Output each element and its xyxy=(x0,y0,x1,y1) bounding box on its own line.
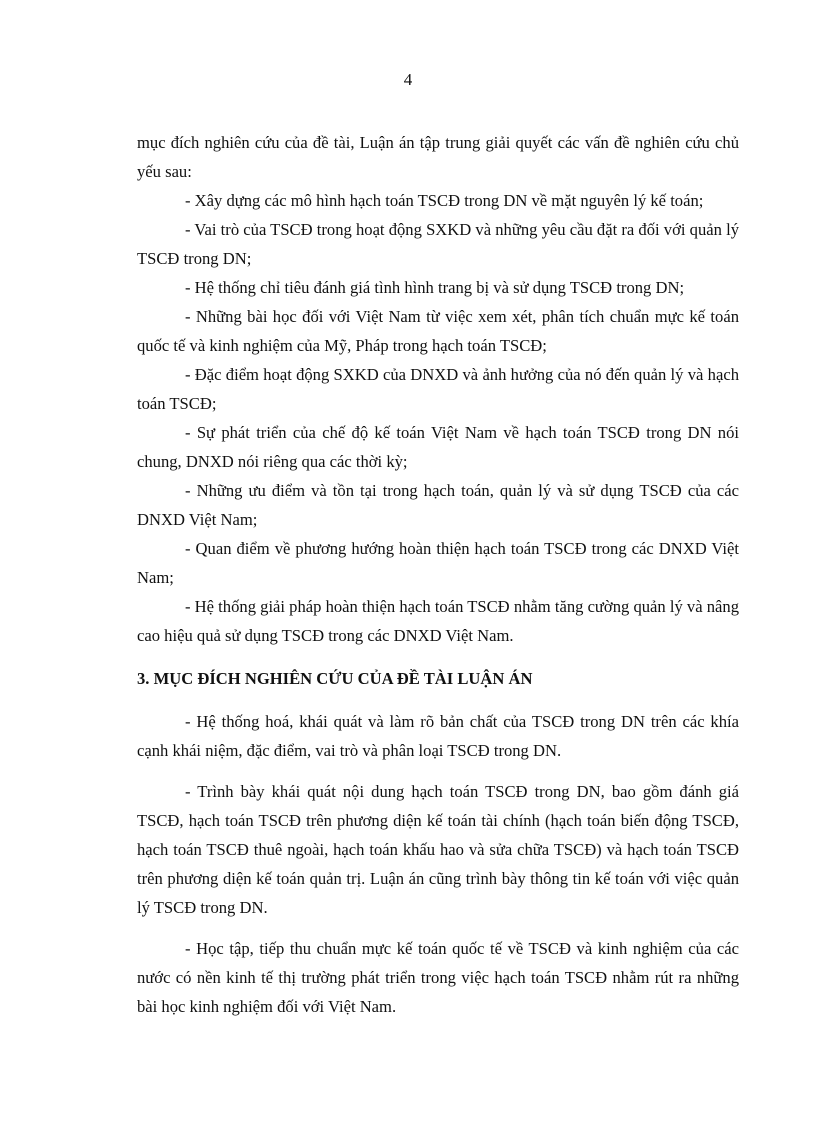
bullet-paragraph: - Đặc điểm hoạt động SXKD của DNXD và ảnh hưởng của nó đến quản lý và hạch toán TSCĐ; xyxy=(137,365,739,413)
section-heading: 3. MỤC ĐÍCH NGHIÊN CỨU CỦA ĐỀ TÀI LUẬN ÁN xyxy=(137,669,533,688)
bullet-paragraph: - Quan điểm về phương hướng hoàn thiện hạch toán TSCĐ trong các DNXD Việt Nam; xyxy=(137,539,739,587)
page-number: 4 xyxy=(403,70,413,89)
purpose-paragraph: - Trình bày khái quát nội dung hạch toán TSCĐ trong DN, bao gồm đánh giá TSCĐ, hạch toán TSCĐ trên phương diện kế toán tài chính (hạch toán biến động TSCĐ, hạch toán TSCĐ thuê ngoài, hạch toán khấu hao và sửa chữa TSCĐ) và hạch toán TSCĐ trên phương diện kế toán quản trị. Luận án cũng trình bày thông tin kế toán với việc quản lý TSCĐ trong DN. xyxy=(137,782,739,917)
purpose-paragraph: - Học tập, tiếp thu chuẩn mực kế toán quốc tế về TSCĐ và kinh nghiệm của các nước có nền kinh tế thị trường phát triển trong việc hạch toán TSCĐ nhằm rút ra những bài học kinh nghiệm đối với Việt Nam. xyxy=(137,939,739,1016)
bullet-paragraph: - Sự phát triển của chế độ kế toán Việt Nam về hạch toán TSCĐ trong DN nói chung, DNXD nói riêng qua các thời kỳ; xyxy=(137,423,739,471)
bullet-paragraph: - Hệ thống giải pháp hoàn thiện hạch toán TSCĐ nhằm tăng cường quản lý và nâng cao hiệu quả sử dụng TSCĐ trong các DNXD Việt Nam. xyxy=(137,597,739,645)
document-body xyxy=(137,128,739,1021)
bullet-paragraph: - Những bài học đối với Việt Nam từ việc xem xét, phân tích chuẩn mực kế toán quốc tế và kinh nghiệm của Mỹ, Pháp trong hạch toán TSCĐ; xyxy=(137,307,739,355)
bullet-paragraph: - Vai trò của TSCĐ trong hoạt động SXKD và những yêu cầu đặt ra đối với quản lý TSCĐ trong DN; xyxy=(137,220,739,268)
purpose-paragraph: - Hệ thống hoá, khái quát và làm rõ bản chất của TSCĐ trong DN trên các khía cạnh khái niệm, đặc điểm, vai trò và phân loại TSCĐ trong DN. xyxy=(137,712,739,760)
bullet-paragraph: - Những ưu điểm và tồn tại trong hạch toán, quản lý và sử dụng TSCĐ của các DNXD Việt Nam; xyxy=(137,481,739,529)
research-purpose-section xyxy=(137,707,739,1021)
research-issues-section xyxy=(137,128,739,650)
paragraph-intro: mục đích nghiên cứu của đề tài, Luận án tập trung giải quyết các vấn đề nghiên cứu chủ yếu sau: xyxy=(137,133,739,181)
bullet-paragraph: - Hệ thống chỉ tiêu đánh giá tình hình trang bị và sử dụng TSCĐ trong DN; xyxy=(185,278,685,297)
bullet-paragraph: - Xây dựng các mô hình hạch toán TSCĐ trong DN về mặt nguyên lý kế toán; xyxy=(185,191,704,210)
